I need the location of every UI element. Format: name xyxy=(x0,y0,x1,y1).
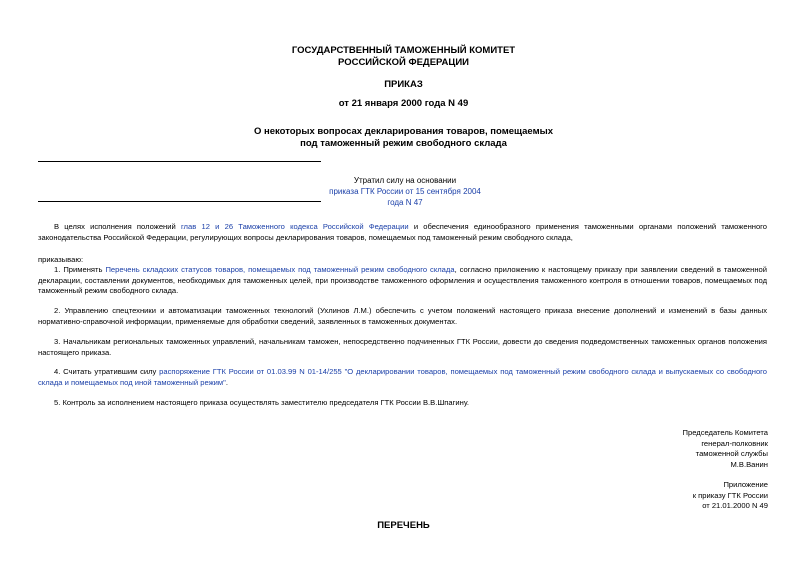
document-subject-line-2: под таможенный режим свободного склада xyxy=(300,138,507,149)
document-type: ПРИКАЗ xyxy=(384,79,423,90)
signature-line-1: Председатель Комитета xyxy=(682,428,768,437)
item-4-start: 4. Считать утратившим силу xyxy=(54,367,160,376)
item-1-start: 1. Применять xyxy=(54,265,106,274)
item-2: 2. Управлению спецтехники и автоматизации таможенных технологий (Ухлинов Л.М.) обеспечить с учетом положений настоящего приказа внесение дополнений и изменений в базы данных нормативно-справочной информации, применяемые для обработки сведений, заявленных в таможенных документах. xyxy=(38,306,767,326)
item-4 xyxy=(38,367,767,388)
issuer-line-2: РОССИЙСКОЙ ФЕДЕРАЦИИ xyxy=(337,57,469,68)
item-1 xyxy=(38,265,767,297)
signature-line-2: генерал-полковник xyxy=(701,438,768,448)
item-5: 5. Контроль за исполнением настоящего приказа осуществлять заместителю председателя ГТК России В.В.Шпагину. xyxy=(54,398,469,407)
item-3: 3. Начальникам региональных таможенных управлений, начальникам таможен, непосредственно подчиненных ГТК России, довести до сведения подведомственных таможенных органов положения настоящего приказа. xyxy=(38,337,767,357)
list-title: ПЕРЕЧЕНЬ xyxy=(377,520,430,531)
divider-top xyxy=(38,161,321,162)
document-date: от 21 января 2000 года N 49 xyxy=(338,98,469,109)
item-1-end: , согласно приложению к настоящему приказу при заявлении сведений в таможенной декларации, составлении документов, необходимых для таможенных целей, при производстве таможенного оформления и осуществления таможенного контроля в отношении товаров, помещаемых под таможенный режим свободного склада. xyxy=(38,265,767,295)
item-4-end: . xyxy=(225,377,228,387)
status-note-link[interactable]: приказа ГТК России от 15 сентября 2004 года N 47 xyxy=(329,187,481,207)
signature-block xyxy=(600,428,768,470)
issuer-line-1: ГОСУДАРСТВЕННЫЙ ТАМОЖЕННЫЙ КОМИТЕТ xyxy=(291,45,516,56)
status-note-text: Утратил силу на основании xyxy=(353,176,457,185)
order-word: приказываю: xyxy=(38,255,84,264)
revoked-order-link[interactable]: распоряжение ГТК России от 01.03.99 N 01-14/255 "О декларировании товаров, помещаемых под таможенный режим свободного склада и выпускаемых со свободного склада и помещаемых под иной таможенный режим" xyxy=(38,367,767,387)
preamble-paragraph xyxy=(38,222,767,243)
preamble-text-end: и обеспечения единообразного применения таможенными органами положений таможенного законодательства Российской Федерации, регулирующих вопросы декларирования товаров, помещаемых под таможенный режим свободного склада, xyxy=(38,222,768,242)
appendix-line-2: к приказу ГТК России xyxy=(692,490,768,500)
signature-line-3: таможенной службы xyxy=(695,449,768,458)
appendix-line-1: Приложение xyxy=(723,480,768,489)
signature-line-4: М.В.Ванин xyxy=(730,459,768,469)
divider-bottom xyxy=(38,201,321,202)
tax-code-link[interactable]: глав 12 и 26 Таможенного кодекса Российской Федерации xyxy=(180,222,409,231)
statuses-list-link[interactable]: Перечень складских статусов товаров, помещаемых под таможенный режим свободного склада xyxy=(105,265,455,274)
document-subject-line-1: О некоторых вопросах декларирования товаров, помещаемых xyxy=(253,126,554,137)
appendix-line-3: от 21.01.2000 N 49 xyxy=(702,501,768,510)
appendix-block xyxy=(600,480,768,512)
preamble-text-start: В целях исполнения положений xyxy=(54,222,181,231)
